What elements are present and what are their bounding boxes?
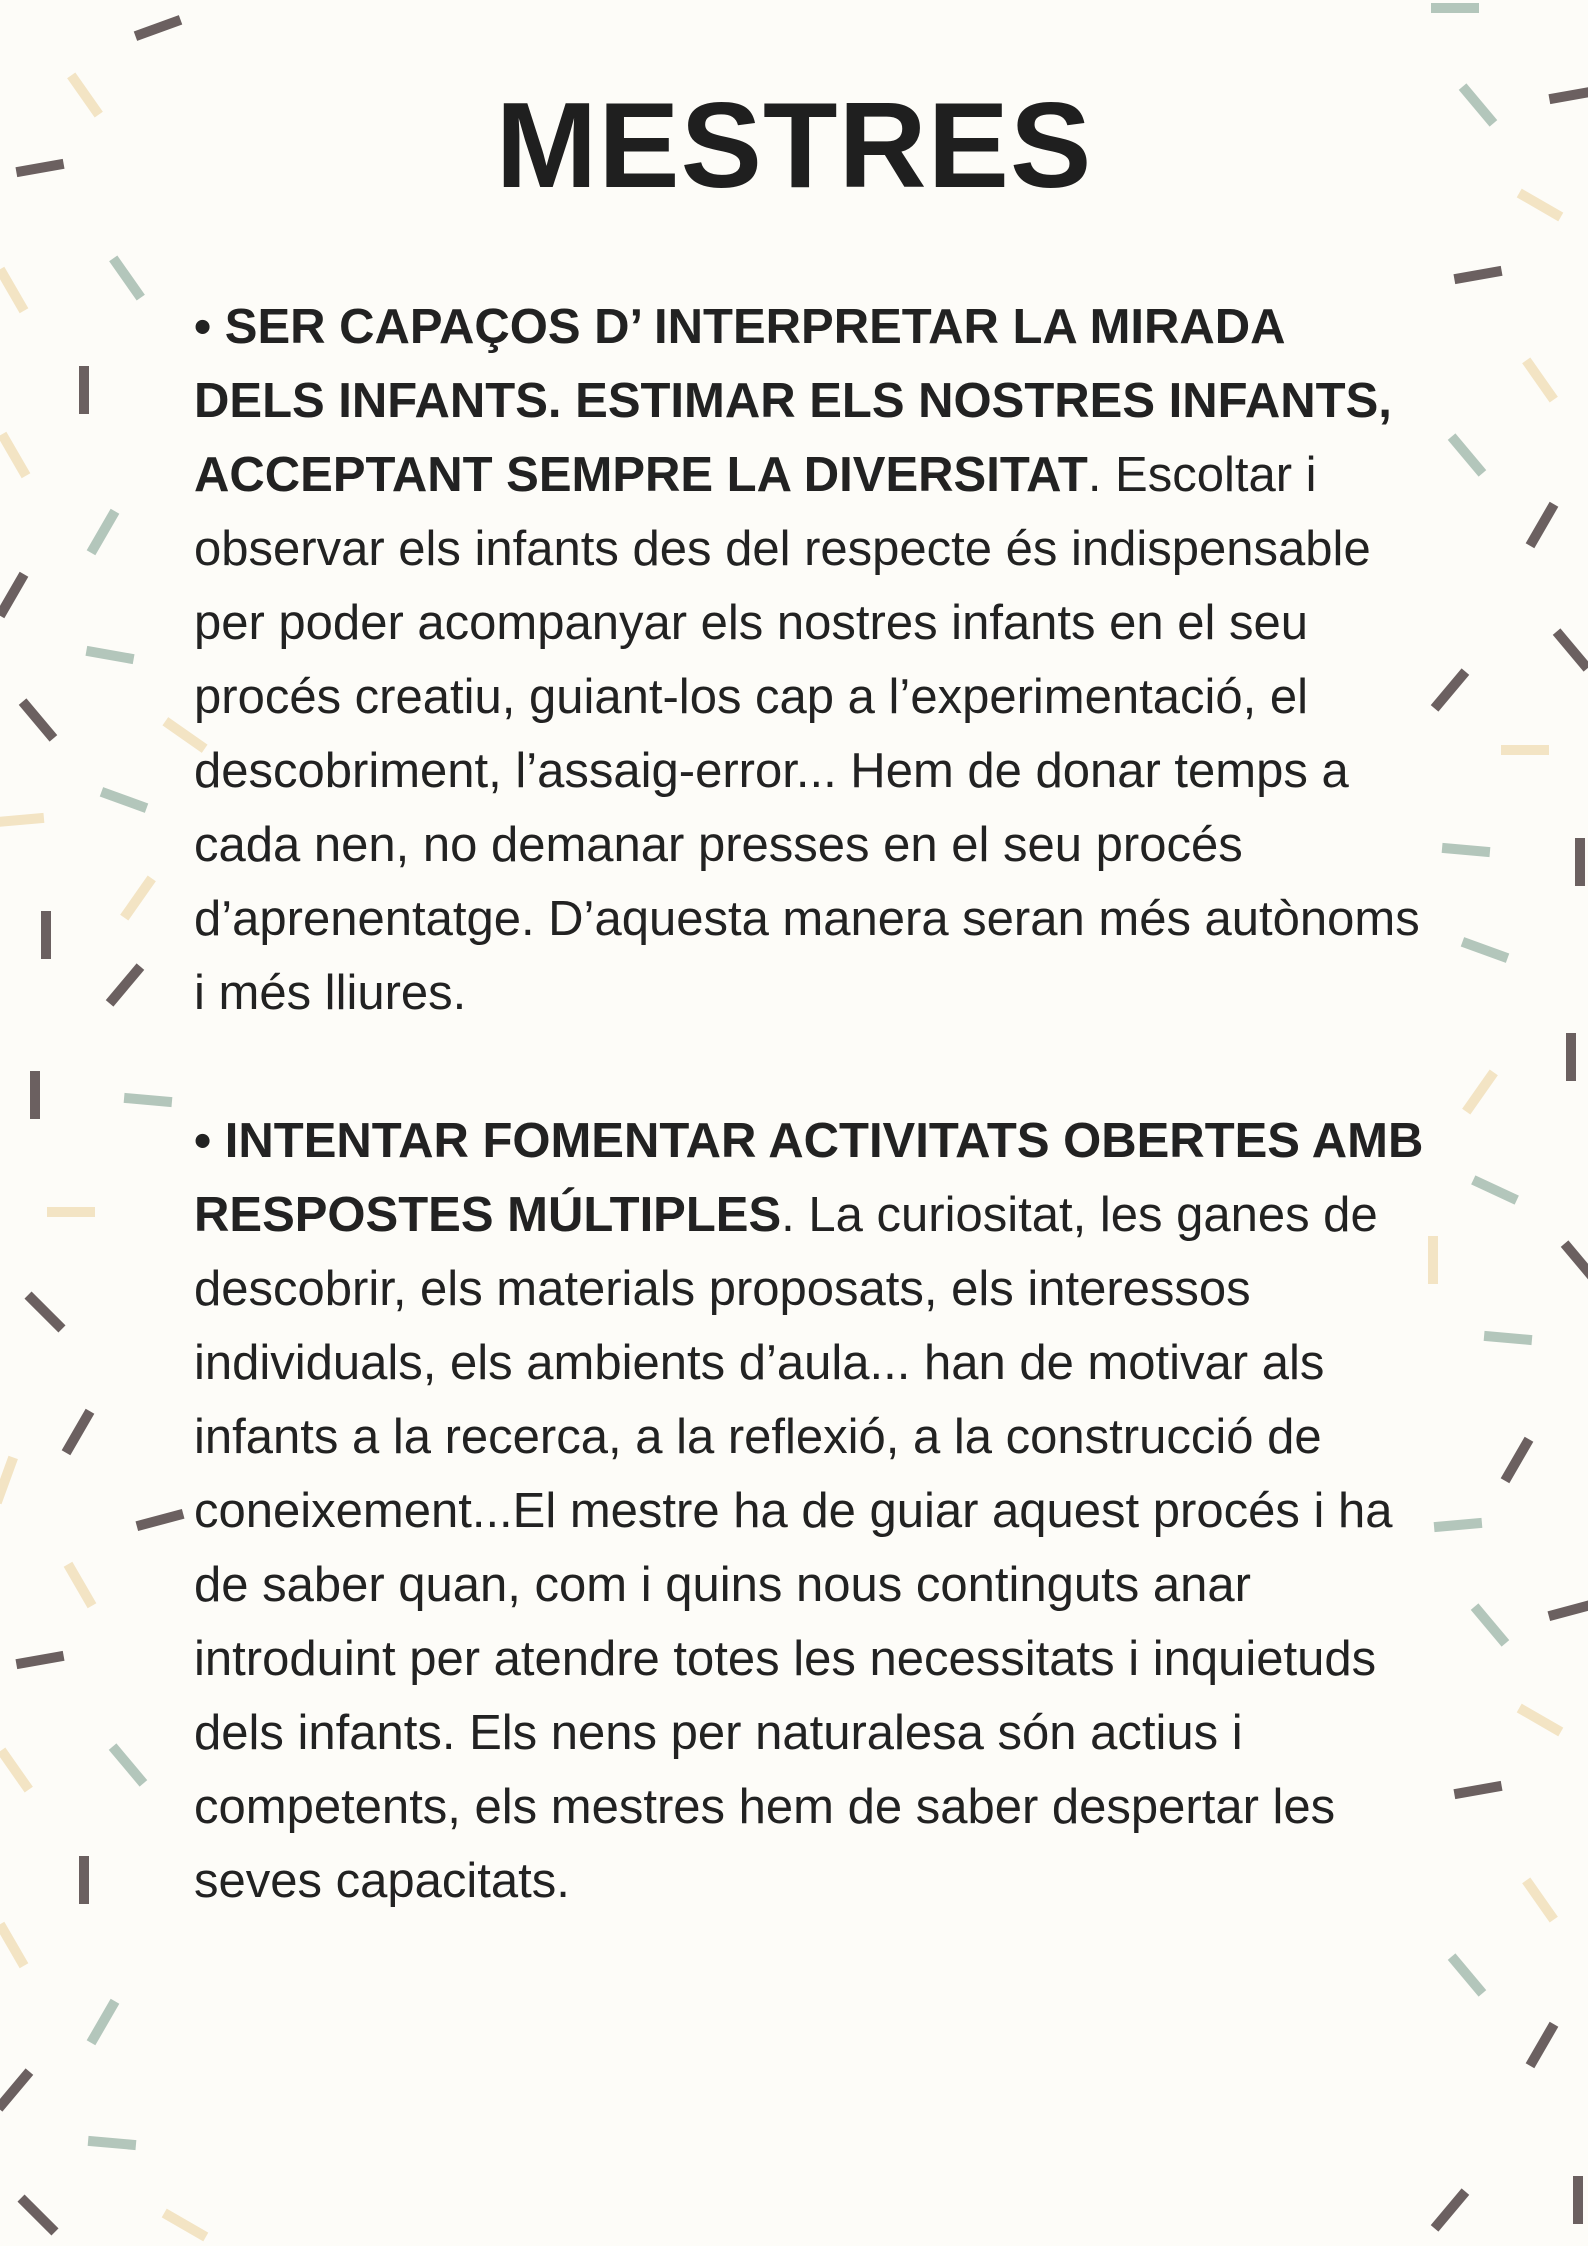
confetti-dash [1575, 838, 1585, 886]
paragraph-interpret-gaze [194, 290, 1424, 1030]
confetti-dash [106, 963, 145, 1006]
confetti-dash [0, 1922, 28, 1969]
confetti-dash [136, 1509, 185, 1531]
paragraph-text: . Escoltar i observar els infants des del respecte és indispensable per poder acompanyar els nostres infants en el seu procés creatiu, guiant-los cap a l’experimentació, el descobriment, l’assaig-error... Hem de donar temps a cada nen, no demanar presses en el seu procés d’aprenentatge. D’aquesta manera seran més autònoms i més lliures. [194, 448, 1420, 1020]
confetti-dash [30, 1071, 40, 1119]
confetti-dash [79, 366, 89, 414]
confetti-dash [124, 1093, 173, 1107]
confetti-dash [109, 1743, 148, 1786]
paragraph-text: . La curiositat, les ganes de descobrir, els materials proposats, els interessos individuals, els ambients d’aula... han de motivar als infants a la recerca, a la reflexió, a la construcció de coneixement...El mestre ha de guiar aquest procés i ha de saber quan, com i quins nous continguts anar introduint per atendre totes les necessitats i inquietuds dels infants. Els nens per naturalesa són actius i competents, els mestres hem de saber despertar les seves capacitats. [194, 1188, 1393, 1908]
confetti-dash [1453, 1781, 1502, 1799]
confetti-dash [1431, 2188, 1470, 2231]
confetti-dash [1522, 357, 1558, 402]
confetti-dash [1453, 266, 1502, 284]
confetti-dash [1461, 937, 1510, 963]
confetti-dash [0, 1747, 33, 1792]
confetti-dash [0, 2068, 33, 2111]
confetti-dash [19, 698, 58, 741]
confetti-dash [0, 432, 30, 479]
confetti-dash [1471, 1603, 1510, 1646]
confetti-dash [1442, 843, 1491, 857]
confetti-dash [1548, 1599, 1588, 1621]
confetti-dash [1573, 2176, 1583, 2224]
confetti-dash [1471, 1175, 1519, 1204]
confetti-dash [1501, 745, 1549, 755]
confetti-dash [85, 646, 134, 664]
confetti-dash [120, 875, 156, 920]
confetti-dash [1561, 1240, 1588, 1283]
confetti-dash [47, 1207, 95, 1217]
paragraph-open-activities [194, 1104, 1424, 1918]
confetti-dash [1462, 1069, 1498, 1114]
content-body [194, 290, 1424, 1918]
confetti-dash [1448, 1953, 1487, 1996]
confetti-dash [1526, 2022, 1559, 2069]
confetti-dash [1553, 628, 1588, 671]
confetti-dash [87, 509, 120, 556]
confetti-dash [1428, 1236, 1438, 1284]
confetti-dash [62, 1409, 95, 1456]
confetti-dash [41, 911, 51, 959]
confetti-dash [88, 2136, 137, 2150]
confetti-dash [24, 1291, 65, 1332]
confetti-dash [109, 255, 145, 300]
confetti-dash [0, 267, 28, 314]
confetti-dash [0, 813, 44, 827]
confetti-dash [1522, 1877, 1558, 1922]
confetti-dash [1431, 3, 1479, 13]
confetti-dash [79, 1856, 89, 1904]
confetti-dash [0, 572, 28, 619]
confetti-dash [1484, 1331, 1533, 1345]
confetti-dash [17, 2194, 58, 2235]
confetti-dash [100, 787, 149, 813]
confetti-dash [15, 1651, 64, 1669]
confetti-dash [0, 1456, 18, 1505]
confetti-dash [1566, 1033, 1576, 1081]
page-title: MESTRES [495, 77, 1093, 213]
paragraph-heading: • INTENTAR FOMENTAR ACTIVITATS OBERTES AMB RESPOSTES MÚLTIPLES [194, 1114, 1424, 1242]
confetti-dash [1501, 1437, 1534, 1484]
confetti-dash [162, 2209, 209, 2242]
confetti-dash [1526, 502, 1559, 549]
confetti-dash [1434, 1518, 1483, 1532]
confetti-dash [87, 1999, 120, 2046]
confetti-dash [134, 15, 183, 41]
confetti-dash [1431, 668, 1470, 711]
confetti-dash [64, 1562, 97, 1609]
confetti-dash [1448, 433, 1487, 476]
paragraph-heading: • SER CAPAÇOS D’ INTERPRETAR LA MIRADA DELS INFANTS. ESTIMAR ELS NOSTRES INFANTS, ACCEPTANT SEMPRE LA DIVERSITAT [194, 300, 1392, 502]
confetti-dash [1517, 1704, 1564, 1737]
